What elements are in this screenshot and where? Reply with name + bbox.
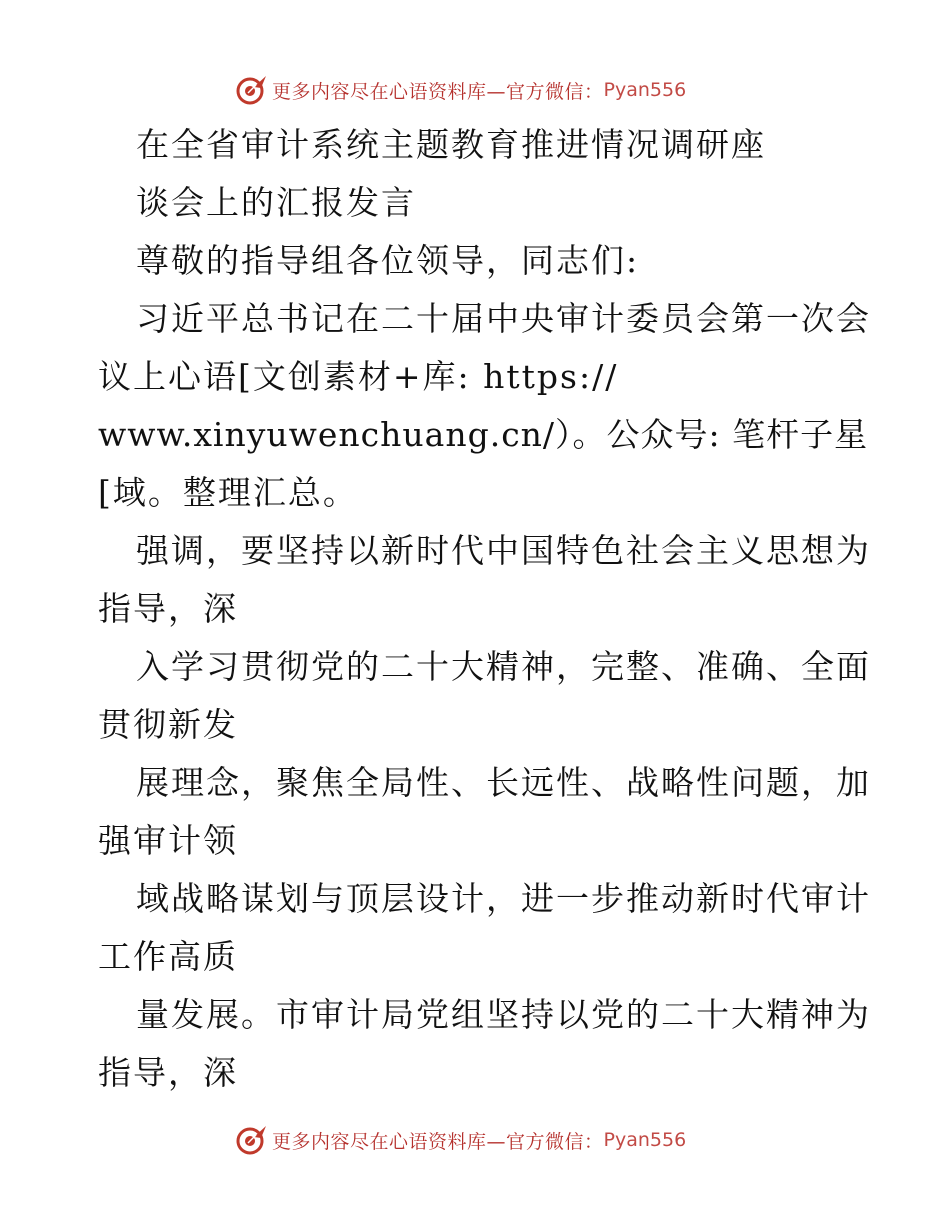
paragraph-line: 工作高质	[98, 937, 238, 976]
title-line-2: 谈会上的汇报发言	[136, 183, 416, 222]
banner-contact-id: Pyan556	[603, 1129, 687, 1151]
footer-watermark-banner	[234, 1123, 686, 1157]
title-line-1: 在全省审计系统主题教育推进情况调研座	[136, 125, 766, 164]
paragraph-line: 量发展。市审计局党组坚持以党的二十大精神为	[136, 995, 871, 1034]
paragraph-line: 习近平总书记在二十届中央审计委员会第一次会	[136, 299, 871, 338]
banner-text: 更多内容尽在心语资料库—官方微信：	[272, 80, 604, 103]
paragraph-line: 贯彻新发	[98, 705, 238, 744]
quill-circle-logo-icon	[234, 1123, 268, 1157]
paragraph-line: 议上心语[文创素材+库: https://	[98, 357, 619, 396]
paragraph-line: 入学习贯彻党的二十大精神，完整、准确、全面	[136, 647, 871, 686]
banner-text: 更多内容尽在心语资料库—官方微信：	[272, 1130, 604, 1153]
paragraph-line: 展理念，聚焦全局性、长远性、战略性问题，加	[136, 763, 871, 802]
salutation-line: 尊敬的指导组各位领导，同志们:	[136, 241, 640, 280]
paragraph-line: [域。整理汇总。	[98, 473, 358, 512]
paragraph-line: 指导，深	[98, 1053, 238, 1092]
header-watermark-banner	[234, 73, 686, 107]
paragraph-line: 强调，要坚持以新时代中国特色社会主义思想为	[136, 531, 871, 570]
paragraph-line: 域战略谋划与顶层设计，进一步推动新时代审计	[136, 879, 871, 918]
paragraph-line: www.xinyuwenchuang.cn/）。公众号: 笔杆子星	[98, 415, 869, 454]
paragraph-line: 强审计领	[98, 821, 238, 860]
banner-contact-id: Pyan556	[603, 79, 687, 101]
document-body	[98, 116, 871, 1102]
quill-circle-logo-icon	[234, 73, 268, 107]
paragraph-line: 指导，深	[98, 589, 238, 628]
